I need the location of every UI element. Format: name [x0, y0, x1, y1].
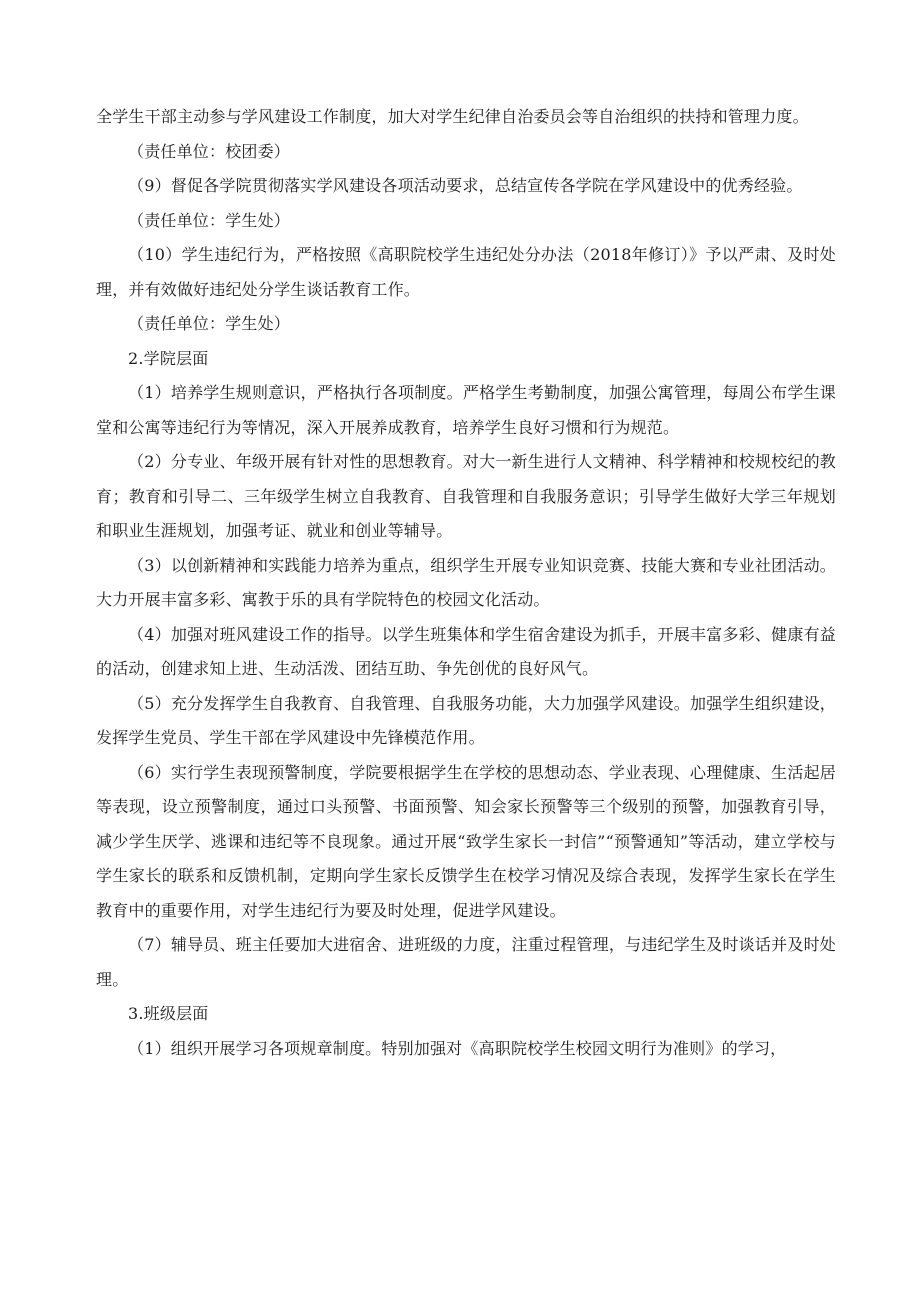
responsibility-note: （责任单位：校团委）	[128, 141, 291, 161]
paragraph: （4）加强对班风建设工作的指导。以学生班集体和学生宿舍建设为抓手，开展丰富多彩、健康有益的活动，创建求知上进、生动活泼、团结互助、争先创优的良好风气。	[96, 624, 836, 678]
section-heading: 2.学院层面	[128, 348, 209, 368]
responsibility-note: （责任单位：学生处）	[128, 314, 291, 333]
paragraph: （5）充分发挥学生自我教育、自我管理、自我服务功能，大力加强学风建设。加强学生组织建设，发挥学生党员、学生干部在学风建设中先锋模范作用。	[96, 693, 836, 747]
paragraph: （9）督促各学院贯彻落实学风建设各项活动要求，总结宣传各学院在学风建设中的优秀经验。	[128, 176, 803, 195]
paragraph: （7）辅导员、班主任要加大进宿舍、进班级的力度，注重过程管理，与违纪学生及时谈话并及时处理。	[96, 935, 836, 989]
document-page	[96, 100, 836, 1066]
paragraph: （1）培养学生规则意识，严格执行各项制度。严格学生考勤制度，加强公寓管理，每周公布学生课堂和公寓等违纪行为等情况，深入开展养成教育，培养学生良好习惯和行为规范。	[96, 383, 836, 437]
paragraph: （1）组织开展学习各项规章制度。特别加强对《高职院校学生校园文明行为准则》的学习，	[128, 1038, 787, 1058]
paragraph: （3）以创新精神和实践能力培养为重点，组织学生开展专业知识竞赛、技能大赛和专业社团活动。大力开展丰富多彩、寓教于乐的具有学院特色的校园文化活动。	[96, 555, 836, 609]
section-heading: 3.班级层面	[128, 1004, 209, 1023]
responsibility-note: （责任单位：学生处）	[128, 210, 291, 230]
paragraph: （10）学生违纪行为，严格按照《高职院校学生违纪处分办法（2018年修订）》予以严肃、及时处理，并有效做好违纪处分学生谈话教育工作。	[96, 245, 836, 299]
paragraph: （2）分专业、年级开展有针对性的思想教育。对大一新生进行人文精神、科学精神和校规校纪的教育；教育和引导二、三年级学生树立自我教育、自我管理和自我服务意识；引导学生做好大学三年规划和职业生涯规划，加强考证、就业和创业等辅导。	[96, 452, 836, 540]
paragraph: （6）实行学生表现预警制度，学院要根据学生在学校的思想动态、学业表现、心理健康、生活起居等表现，设立预警制度，通过口头预警、书面预警、知会家长预警等三个级别的预警，加强教育引导，减少学生厌学、逃课和违纪等不良现象。通过开展“致学生家长一封信”“预警通知”等活动，建立学校与学生家长的联系和反馈机制，定期向学生家长反馈学生在校学习情况及综合表现，发挥学生家长在学生教育中的重要作用，对学生违纪行为要及时处理，促进学风建设。	[96, 762, 836, 920]
paragraph: 全学生干部主动参与学风建设工作制度，加大对学生纪律自治委员会等自治组织的扶持和管理力度。	[96, 107, 809, 126]
